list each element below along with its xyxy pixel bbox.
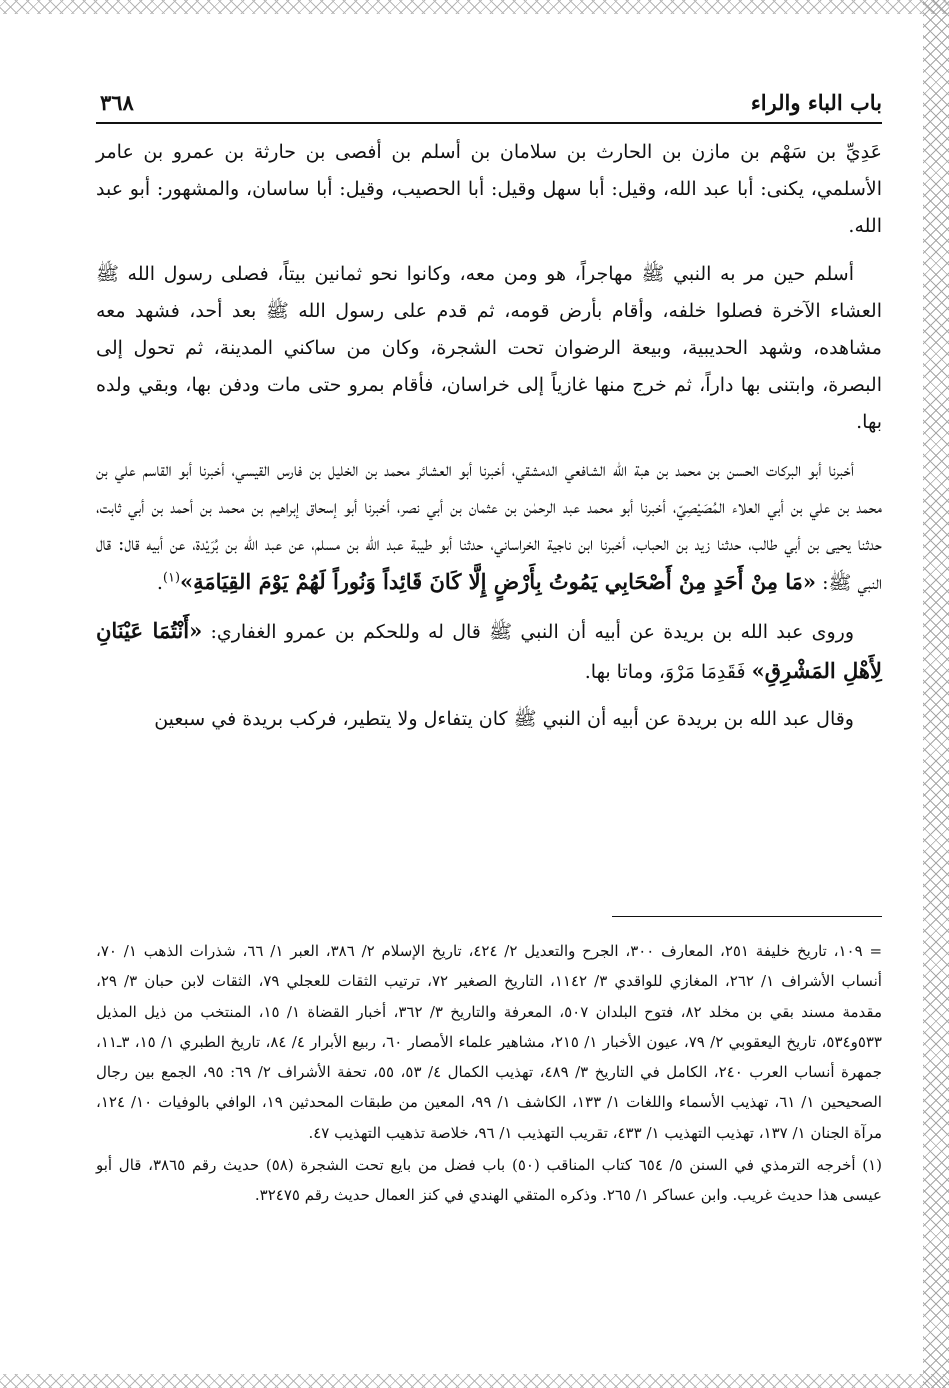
decorative-border-right: [923, 0, 949, 1388]
hadith-quote: «مَا مِنْ أَحَدٍ مِنْ أَصْحَابِي يَمُوتُ بِأَرْضٍ إِلَّا كَانَ قَائِداً وَنُوراً لَهُمْ يَوْمَ القِيَامَةِ»: [180, 569, 817, 595]
paragraph-text: أخبرنا أبو البركات الحسن بن محمد بن هبة الله الشافعي الدمشقي، أخبرنا أبو العشائر محمد بن الخليل بن فارس القيسي، أخبرنا أبو القاسم علي بن محمد بن علي بن أبي العلاء المُصَيْصِيّ، أخبرنا أبو محمد عبد الرحمٰن بن عثمان بن أبي نصر، أخبرنا أبو إسحاق إبراهيم بن محمد بن أحمد بن أبي ثابت، حدثنا يحيى بن أبي طالب، حدثنا زيد بن الحباب، أخبرنا ابن ناجية الخراساني، حدثنا أبو طيبة عبد الله بن مسلم، عن عبد الله بن بُرَيْدة، عن أبيه قال: قال النبي ﷺ:: [96, 458, 882, 595]
paragraph-text: عَدِيِّ بن سَهْم بن مازن بن الحارث بن سلامان بن أسلم بن أفصى بن حارثة بن عمرو بن عامر الأسلمي، يكنى: أبا عبد الله، وقيل: أبا سهل وقيل: أبا الحصيب، وقيل: أبا ساسان، والمشهور: أبو عبد الله.: [96, 141, 882, 238]
header-rule: [96, 122, 882, 124]
hadith-quote: «أَنْتُمَا عَيْنَانِ لِأَهْلِ المَشْرِقِ»: [96, 618, 882, 683]
main-text: [96, 134, 882, 738]
chapter-title: باب الباء والراء: [750, 90, 882, 115]
footnote-item: = ١٠٩، تاريخ خليفة ٢٥١، المعارف ٣٠٠، الجرح والتعديل ٢/ ٤٢٤، تاريخ الإسلام ٢/ ٣٨٦، العبر ١/ ٦٦، شذرات الذهب ١/ ٧٠، أنساب الأشراف ١/ ٢٦٢، المغازي للواقدي ٣/ ١١٤٢، التاريخ الصغير ٧٢، ترتيب الثقات للعجلي ٧٩، الثقات لابن حبان ٣/ ٢٩، مقدمة مسند بقي بن مخلد ٨٢، فتوح البلدان ٥٠٧، المعرفة والتاريخ ٣/ ٣٦٢، أخبار القضاة ١/ ١٥، المنتخب من ذيل المذيل ٥٣٣و٥٣٤، تاريخ اليعقوبي ٢/ ٧٩، عيون الأخبار ١/ ٢١٥، مشاهير علماء الأمصار ٦٠، ربيع الأبرار ٤/ ٨٤، تاريخ الطبري ١/ ١٥، ٣ـ١١، جمهرة أنساب العرب ٢٤٠، الكامل في التاريخ ٣/ ٤٨٩، تهذيب الكمال ٤/ ٥٣، ٥٥، تحفة الأشراف ٢/ ٦٩: ٩٥، الجمع بين رجال الصحيحين ١/ ٦١، تهذيب الأسماء واللغات ١/ ١٣٣، الكاشف ١/ ٩٩، المعين من طبقات المحدثين ١٩، الوافي بالوفيات ١٠/ ١٢٤، مرآة الجنان ١/ ١٣٧، تهذيب التهذيب ١/ ٤٣٣، تقريب التهذيب ١/ ٩٦، خلاصة تذهيب التهذيب ٤٧.: [96, 942, 883, 1142]
decorative-border-top: [0, 0, 949, 14]
paragraph-continuation: [96, 701, 882, 738]
paragraph-lineage: [96, 134, 882, 246]
paragraph-text: أسلم حين مر به النبي ﷺ مهاجراً، هو ومن معه، وكانوا نحو ثمانين بيتاً، فصلى رسول الله ﷺ العشاء الآخرة فصلوا خلفه، وأقام بأرض قومه، ثم قدم على رسول الله ﷺ بعد أحد، فشهد معه مشاهده، وشهد الحديبية، وبيعة الرضوان تحت الشجرة، وكان من ساكني المدينة، ثم تحول إلى البصرة، وابتنى بها داراً، ثم خرج منها غازياً إلى خراسان، فأقام بمرو حتى مات ودفن بها، وبقي ولده بها.: [96, 262, 882, 434]
paragraph-text: وقال عبد الله بن بريدة عن أبيه أن النبي ﷺ كان يتفاءل ولا يتطير، فركب بريدة في سبعين: [154, 707, 854, 730]
decorative-border-bottom: [0, 1374, 949, 1388]
footnote-reference: (١): [162, 570, 181, 586]
footnote-separator: [612, 916, 882, 917]
running-header: [96, 88, 882, 124]
paragraph-biography: [96, 256, 882, 442]
paragraph-isnad: [96, 452, 882, 603]
paragraph-narration: [96, 612, 882, 690]
paragraph-text: .: [156, 572, 163, 595]
page-number: ٣٦٨: [100, 90, 134, 115]
paragraph-text: وروى عبد الله بن بريدة عن أبيه أن النبي ﷺ قال له وللحكم بن عمرو الغفاري:: [202, 621, 854, 644]
footnote-item: (١) أخرجه الترمذي في السنن ٥/ ٦٥٤ كتاب المناقب (٥٠) باب فضل من بايع تحت الشجرة (٥٨) حديث رقم ٣٨٦٥، قال أبو عيسى هذا حديث غريب. وابن عساكر ١/ ٢٦٥. وذكره المتقي الهندي في كنز العمال حديث رقم ٣٢٤٧٥.: [96, 1156, 883, 1205]
paragraph-text: فَقَدِمَا مَرْوَ، وماتا بها.: [584, 660, 752, 683]
page-content: [96, 88, 883, 1205]
footnotes: [96, 936, 882, 1213]
